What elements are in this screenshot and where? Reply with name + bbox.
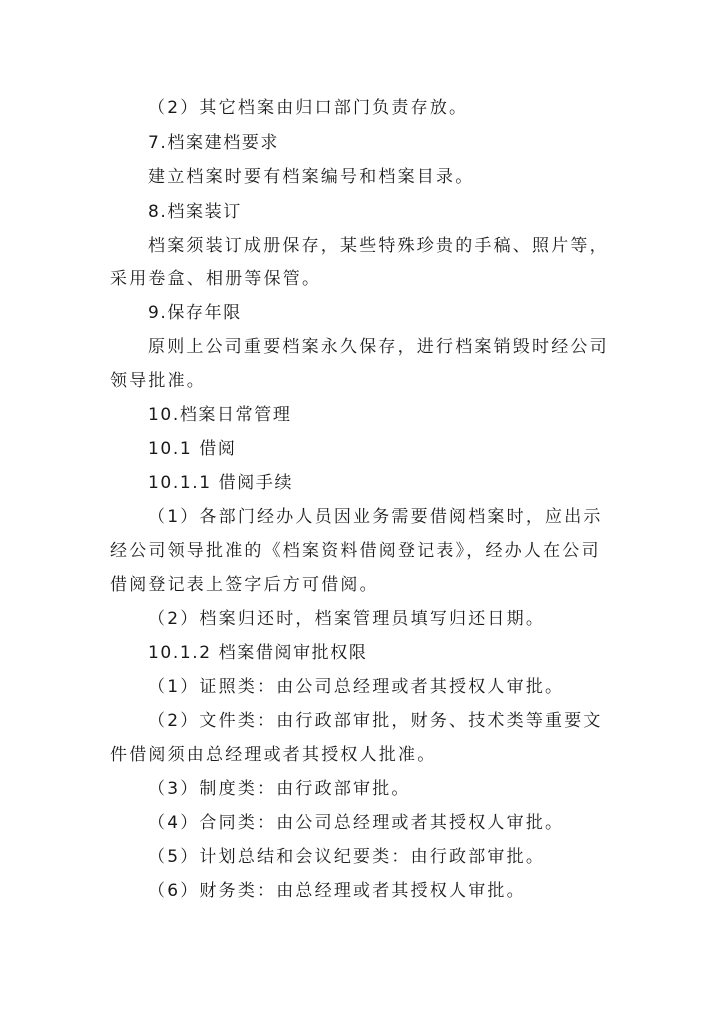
paragraph-line: （2）档案归还时，档案管理员填写归还日期。 <box>148 609 546 629</box>
paragraph-line: 借阅登记表上签字后方可借阅。 <box>110 575 379 595</box>
paragraph-line: 经公司领导批准的《档案资料借阅登记表》，经办人在公司 <box>110 541 601 561</box>
paragraph-line: （1）证照类：由公司总经理或者其授权人审批。 <box>148 677 565 697</box>
paragraph-line: 档案须装订成册保存，某些特殊珍贵的手稿、照片等， <box>148 236 609 256</box>
paragraph-line: （1）各部门经办人员因业务需要借阅档案时，应出示 <box>148 507 603 527</box>
section-heading: 8.档案装订 <box>148 202 242 222</box>
paragraph-line: 件借阅须由总经理或者其授权人批准。 <box>110 745 437 765</box>
section-heading: 9.保存年限 <box>148 303 242 323</box>
paragraph-line: （2）文件类：由行政部审批，财务、技术类等重要文 <box>148 711 603 731</box>
section-heading: 7.档案建档要求 <box>148 133 280 153</box>
paragraph-line: 原则上公司重要档案永久保存，进行档案销毁时经公司 <box>148 337 609 357</box>
subsection-heading: 10.1 借阅 <box>148 439 237 459</box>
paragraph-line: 领导批准。 <box>110 371 206 391</box>
paragraph-line: （4）合同类：由公司总经理或者其授权人审批。 <box>148 813 565 833</box>
paragraph-line: 采用卷盒、相册等保管。 <box>110 269 322 289</box>
paragraph-line: （5）计划总结和会议纪要类：由行政部审批。 <box>148 847 546 867</box>
paragraph-line: （2）其它档案由归口部门负责存放。 <box>148 98 469 118</box>
paragraph-line: （6）财务类：由总经理或者其授权人审批。 <box>148 881 526 901</box>
subsection-heading: 10.1.2 档案借阅审批权限 <box>148 643 368 663</box>
section-heading: 10.档案日常管理 <box>148 405 292 425</box>
paragraph-line: 建立档案时要有档案编号和档案目录。 <box>148 167 475 187</box>
subsection-heading: 10.1.1 借阅手续 <box>148 473 294 493</box>
paragraph-line: （3）制度类：由行政部审批。 <box>148 779 411 799</box>
